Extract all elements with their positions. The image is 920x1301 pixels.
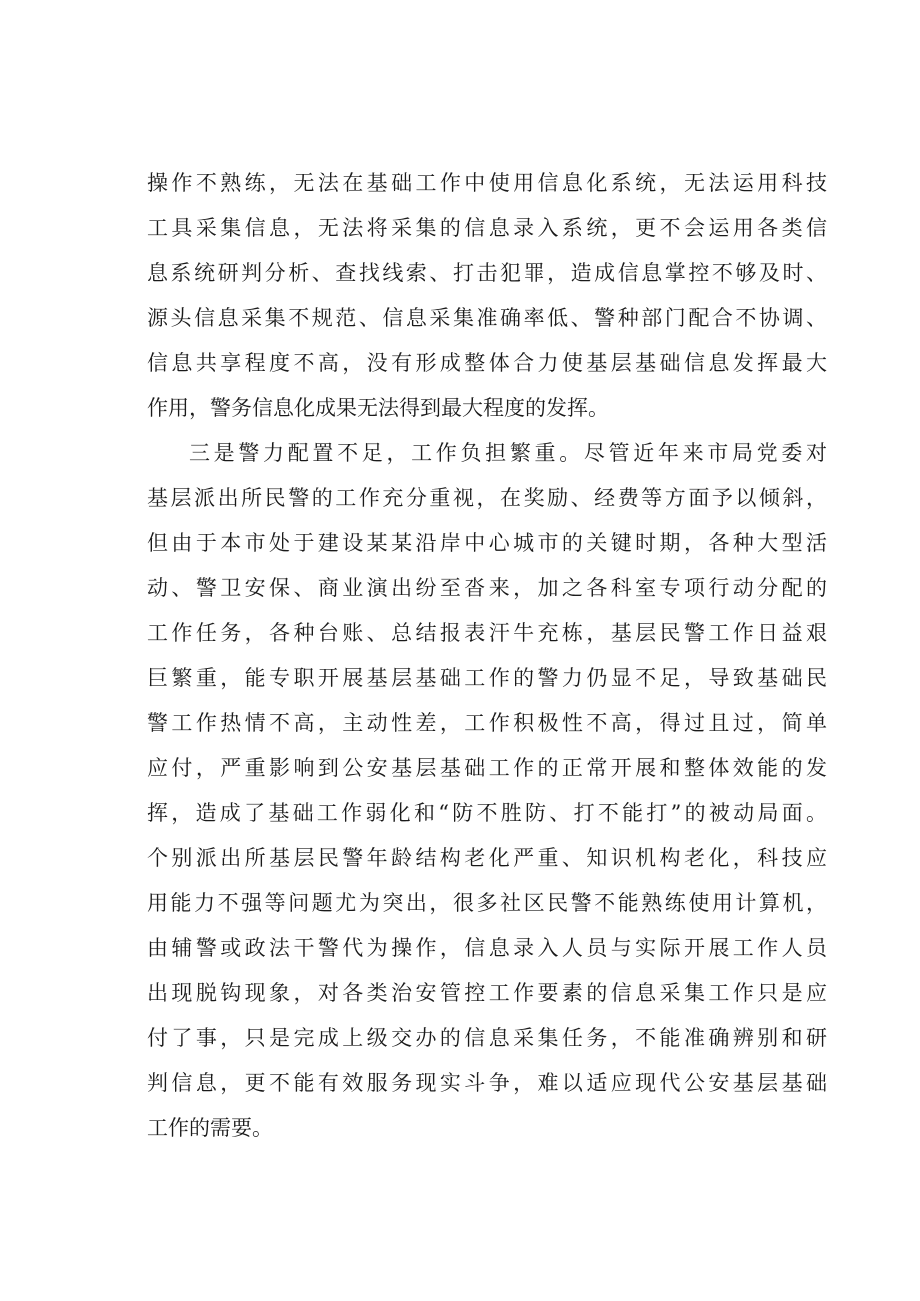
- text-line: 操作不熟练，无法在基础工作中使用信息化系统，无法运用科技: [147, 171, 827, 195]
- text-line: 基层派出所民警的工作充分重视，在奖励、经费等方面予以倾斜，: [147, 486, 827, 510]
- text-line: 息系统研判分析、查找线索、打击犯罪，造成信息掌控不够及时、: [147, 261, 827, 285]
- text-line: 警工作热情不高，主动性差，工作积极性不高，得过且过，简单: [147, 711, 827, 735]
- text-line: 用能力不强等问题尤为突出，很多社区民警不能熟练使用计算机，: [147, 891, 827, 915]
- text-line: 由辅警或政法干警代为操作，信息录入人员与实际开展工作人员: [147, 936, 827, 960]
- text-line: 工作任务，各种台账、总结报表汗牛充栋，基层民警工作日益艰: [147, 621, 827, 645]
- text-line: 挥，造成了基础工作弱化和“防不胜防、打不能打”的被动局面。: [147, 801, 827, 825]
- text-line: 判信息，更不能有效服务现实斗争，难以适应现代公安基层基础: [147, 1071, 827, 1095]
- paragraph-start-line: 三是警力配置不足，工作负担繁重。尽管近年来市局党委对: [189, 441, 827, 465]
- text-line: 应付，严重影响到公安基层基础工作的正常开展和整体效能的发: [147, 756, 827, 780]
- text-line: 动、警卫安保、商业演出纷至沓来，加之各科室专项行动分配的: [147, 576, 827, 600]
- text-line: 出现脱钩现象，对各类治安管控工作要素的信息采集工作只是应: [147, 981, 827, 1005]
- text-line: 工作的需要。: [147, 1116, 273, 1140]
- text-line: 源头信息采集不规范、信息采集准确率低、警种部门配合不协调、: [147, 306, 827, 330]
- text-line: 工具采集信息，无法将采集的信息录入系统，更不会运用各类信: [147, 216, 827, 240]
- text-line: 信息共享程度不高，没有形成整体合力使基层基础信息发挥最大: [147, 351, 827, 375]
- text-line: 个别派出所基层民警年龄结构老化严重、知识机构老化，科技应: [147, 846, 827, 870]
- text-line: 巨繁重，能专职开展基层基础工作的警力仍显不足，导致基础民: [147, 666, 827, 690]
- text-line: 但由于本市处于建设某某沿岸中心城市的关键时期，各种大型活: [147, 531, 827, 555]
- text-line: 付了事，只是完成上级交办的信息采集任务，不能准确辨别和研: [147, 1026, 827, 1050]
- text-line: 作用，警务信息化成果无法得到最大程度的发挥。: [147, 396, 609, 420]
